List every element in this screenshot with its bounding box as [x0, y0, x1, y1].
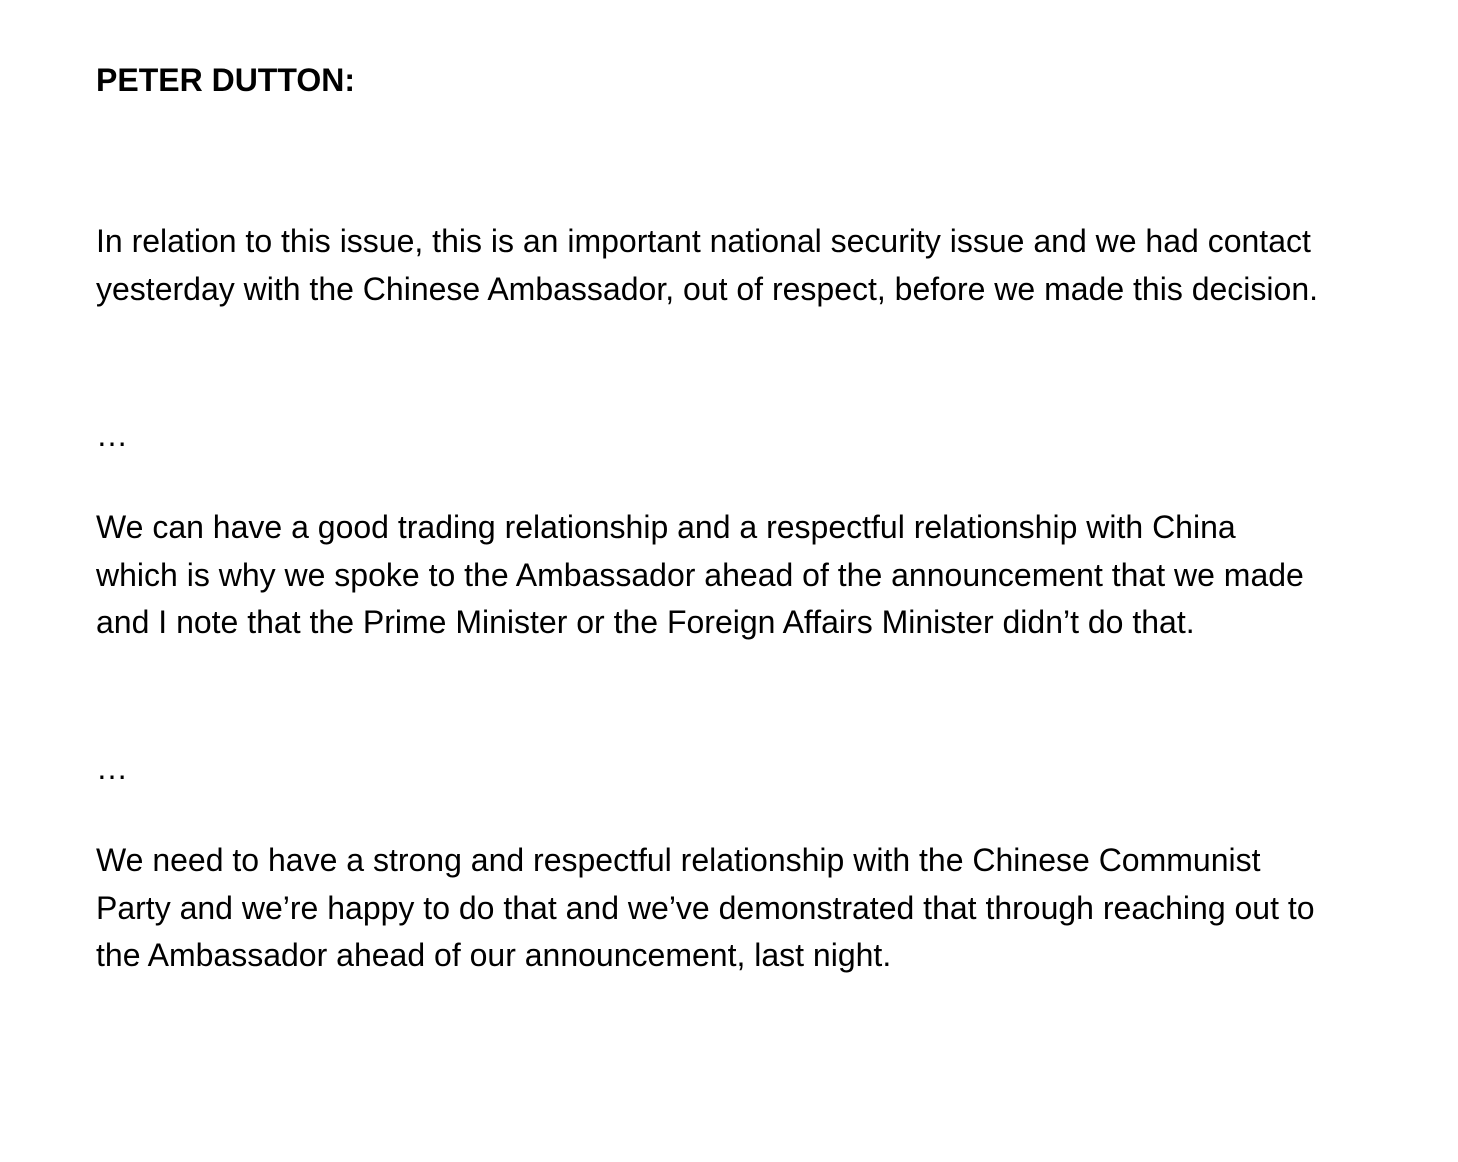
ellipsis-separator: …: [96, 750, 128, 786]
transcript-paragraph: In relation to this issue, this is an important national security issue and we had contact yesterday with the Chinese Ambassador, out of respect, before we made this decision.: [96, 223, 1318, 307]
ellipsis-separator: …: [96, 417, 128, 453]
transcript-paragraph: We can have a good trading relationship and a respectful relationship with China which is why we spoke to the Ambassador ahead of the announcement that we made and I note that the Prime Minister or the Foreign Affairs Minister didn’t do that.: [96, 509, 1304, 640]
speaker-name: PETER DUTTON:: [96, 62, 355, 98]
transcript-paragraph: We need to have a strong and respectful relationship with the Chinese Communist Party and we’re happy to do that and we’ve demonstrated that through reaching out to the Ambassador ahead of our announcement, last night.: [96, 842, 1315, 973]
